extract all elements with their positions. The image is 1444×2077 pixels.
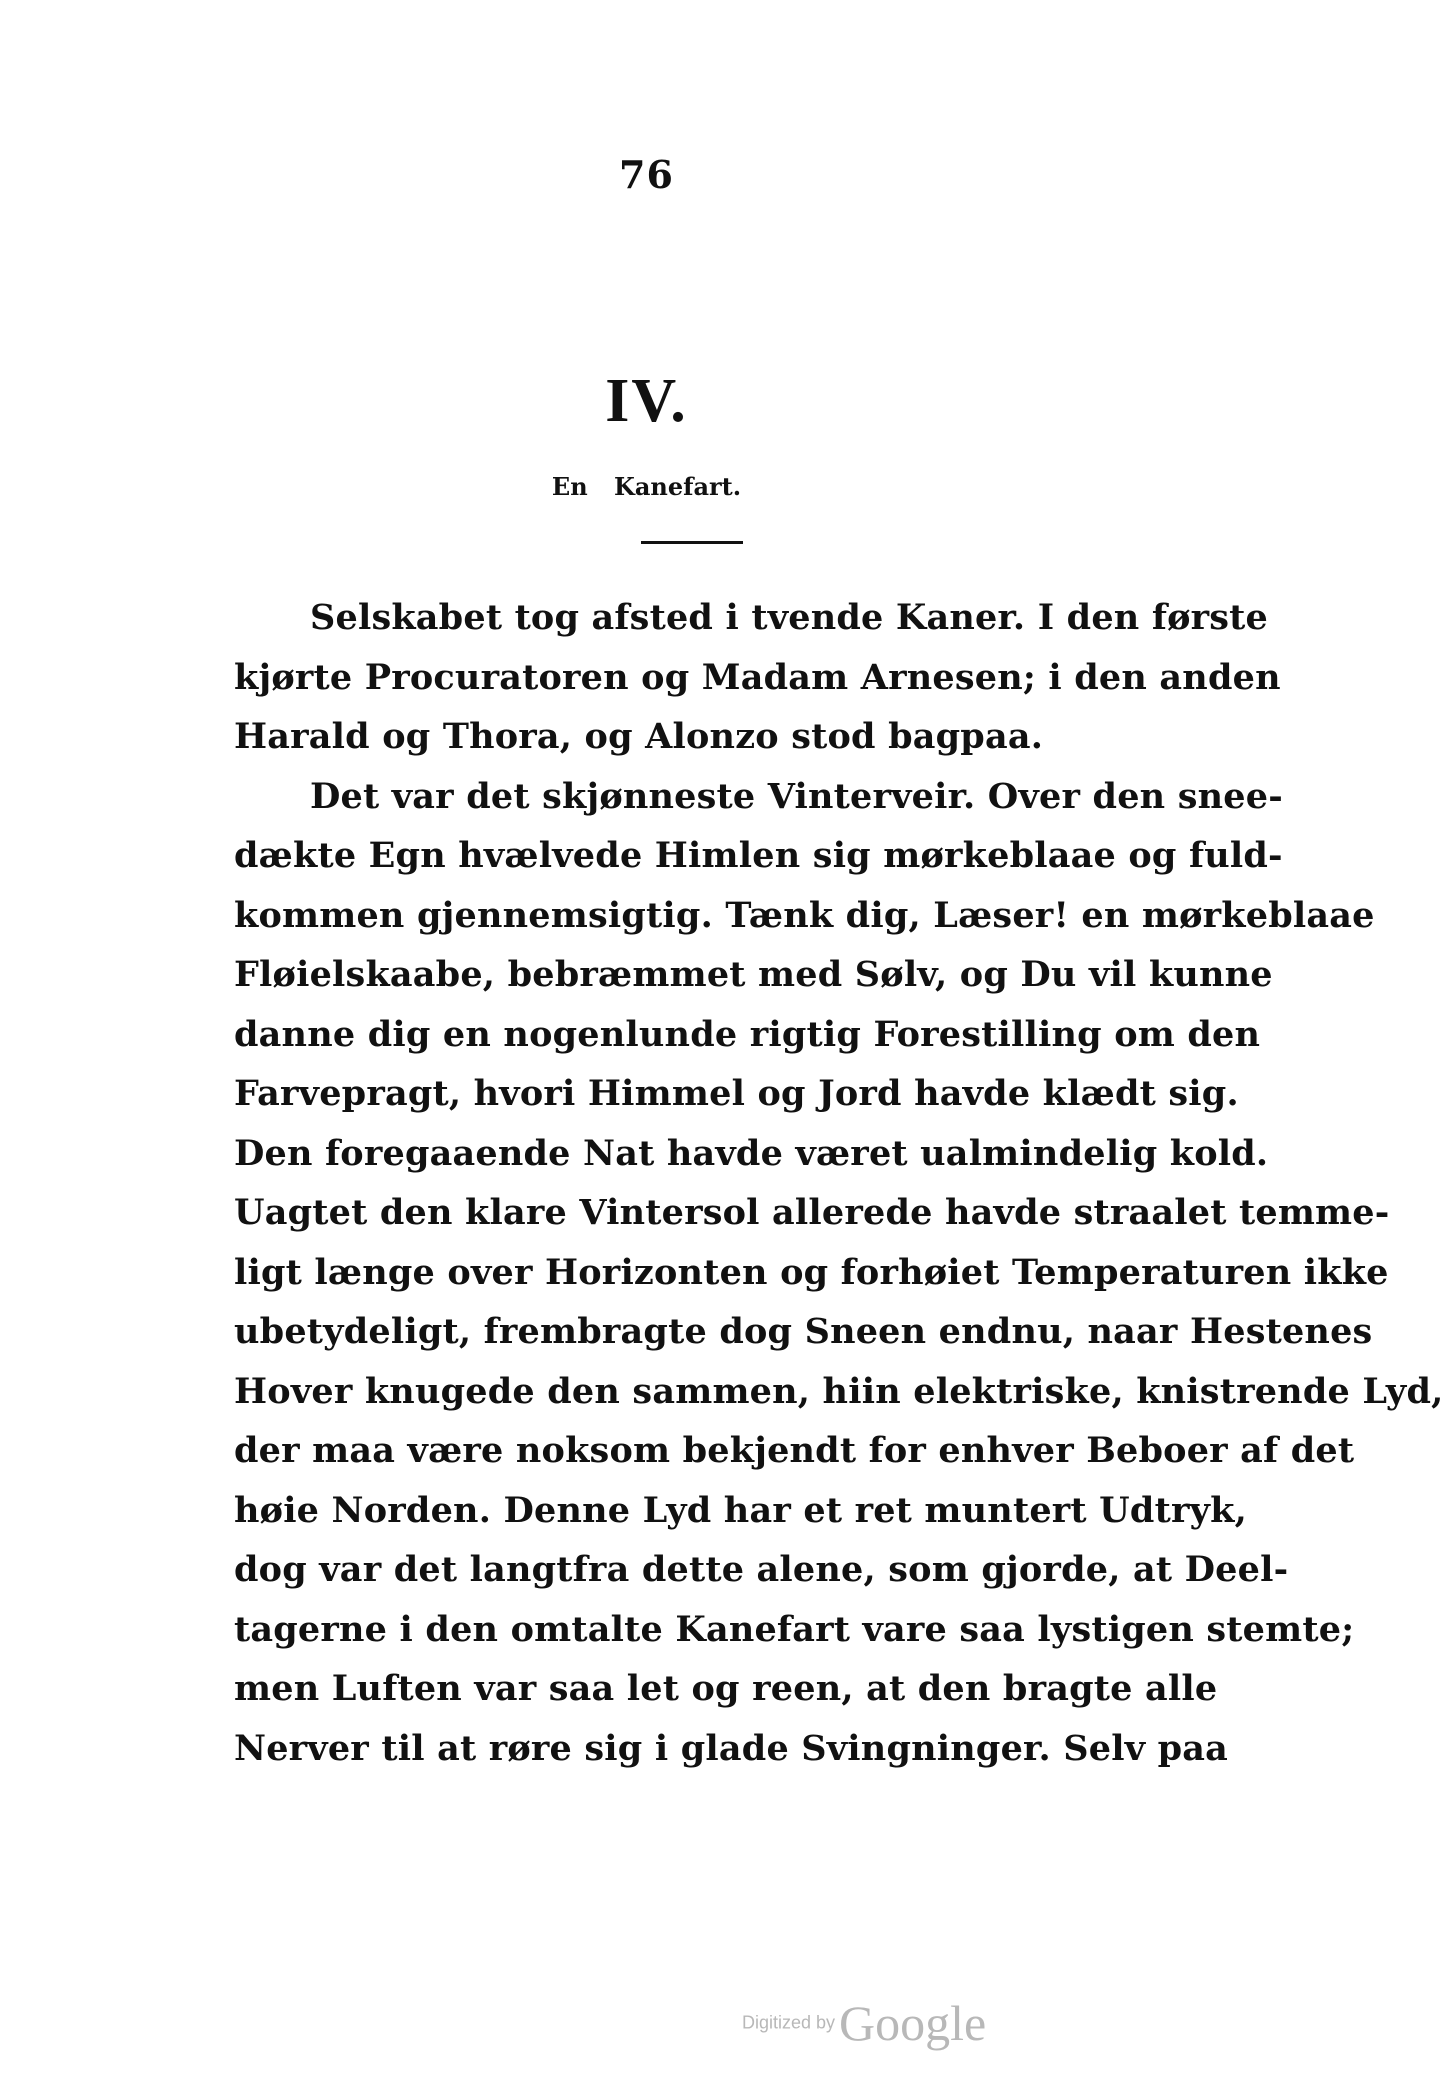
text-line: Det var det skjønneste Vinterveir. Over den snee- <box>310 775 1283 817</box>
text-line: ubetydeligt, frembragte dog Sneen endnu, naar Hestenes <box>234 1311 1373 1352</box>
text-line: Farvepragt, hvori Himmel og Jord havde klædt sig. <box>234 1073 1239 1114</box>
text-line: Hover knugede den sammen, hiin elektriske, knistrende Lyd, <box>234 1370 1444 1412</box>
title-divider <box>641 541 743 544</box>
text-line: Harald og Thora, og Alonzo stod bagpaa. <box>234 716 1044 757</box>
text-line: ligt længe over Horizonten og forhøiet Temperaturen ikke <box>234 1251 1389 1293</box>
text-line: Fløielskaabe, bebræmmet med Sølv, og Du vil kunne <box>234 954 1273 995</box>
body-text <box>234 588 1444 1778</box>
text-line: men Luften var saa let og reen, at den bragte alle <box>234 1668 1218 1709</box>
text-line: danne dig en nogenlunde rigtig Forestilling om den <box>234 1013 1261 1055</box>
text-line: kommen gjennemsigtig. Tænk dig, Læser! en mørkeblaae <box>234 894 1375 936</box>
google-logo: Google <box>839 1995 987 2051</box>
chapter-title: En Kanefart. <box>551 472 742 501</box>
digitized-label: Digitized by <box>742 2012 836 2033</box>
text-line: Selskabet tog afsted i tvende Kaner. I den første <box>310 597 1269 638</box>
text-line: kjørte Procuratoren og Madam Arnesen; i den anden <box>234 656 1281 698</box>
page-number: 76 <box>619 152 674 197</box>
text-line: Nerver til at røre sig i glade Svingninger. Selv paa <box>234 1727 1229 1769</box>
text-line: Den foregaaende Nat havde været ualmindelig kold. <box>234 1132 1269 1174</box>
text-line: dog var det langtfra dette alene, som gjorde, at Deel- <box>234 1549 1289 1590</box>
chapter-numeral: IV. <box>605 367 688 435</box>
text-line: Uagtet den klare Vintersol allerede havde straalet temme- <box>234 1192 1390 1233</box>
text-line: dækte Egn hvælvede Himlen sig mørkeblaae og fuld- <box>234 835 1283 876</box>
digitized-watermark <box>742 1994 986 2052</box>
text-line: tagerne i den omtalte Kanefart vare saa lystigen stemte; <box>234 1608 1355 1650</box>
text-line: der maa være noksom bekjendt for enhver Beboer af det <box>234 1430 1355 1471</box>
text-line: høie Norden. Denne Lyd har et ret muntert Udtryk, <box>234 1489 1247 1531</box>
